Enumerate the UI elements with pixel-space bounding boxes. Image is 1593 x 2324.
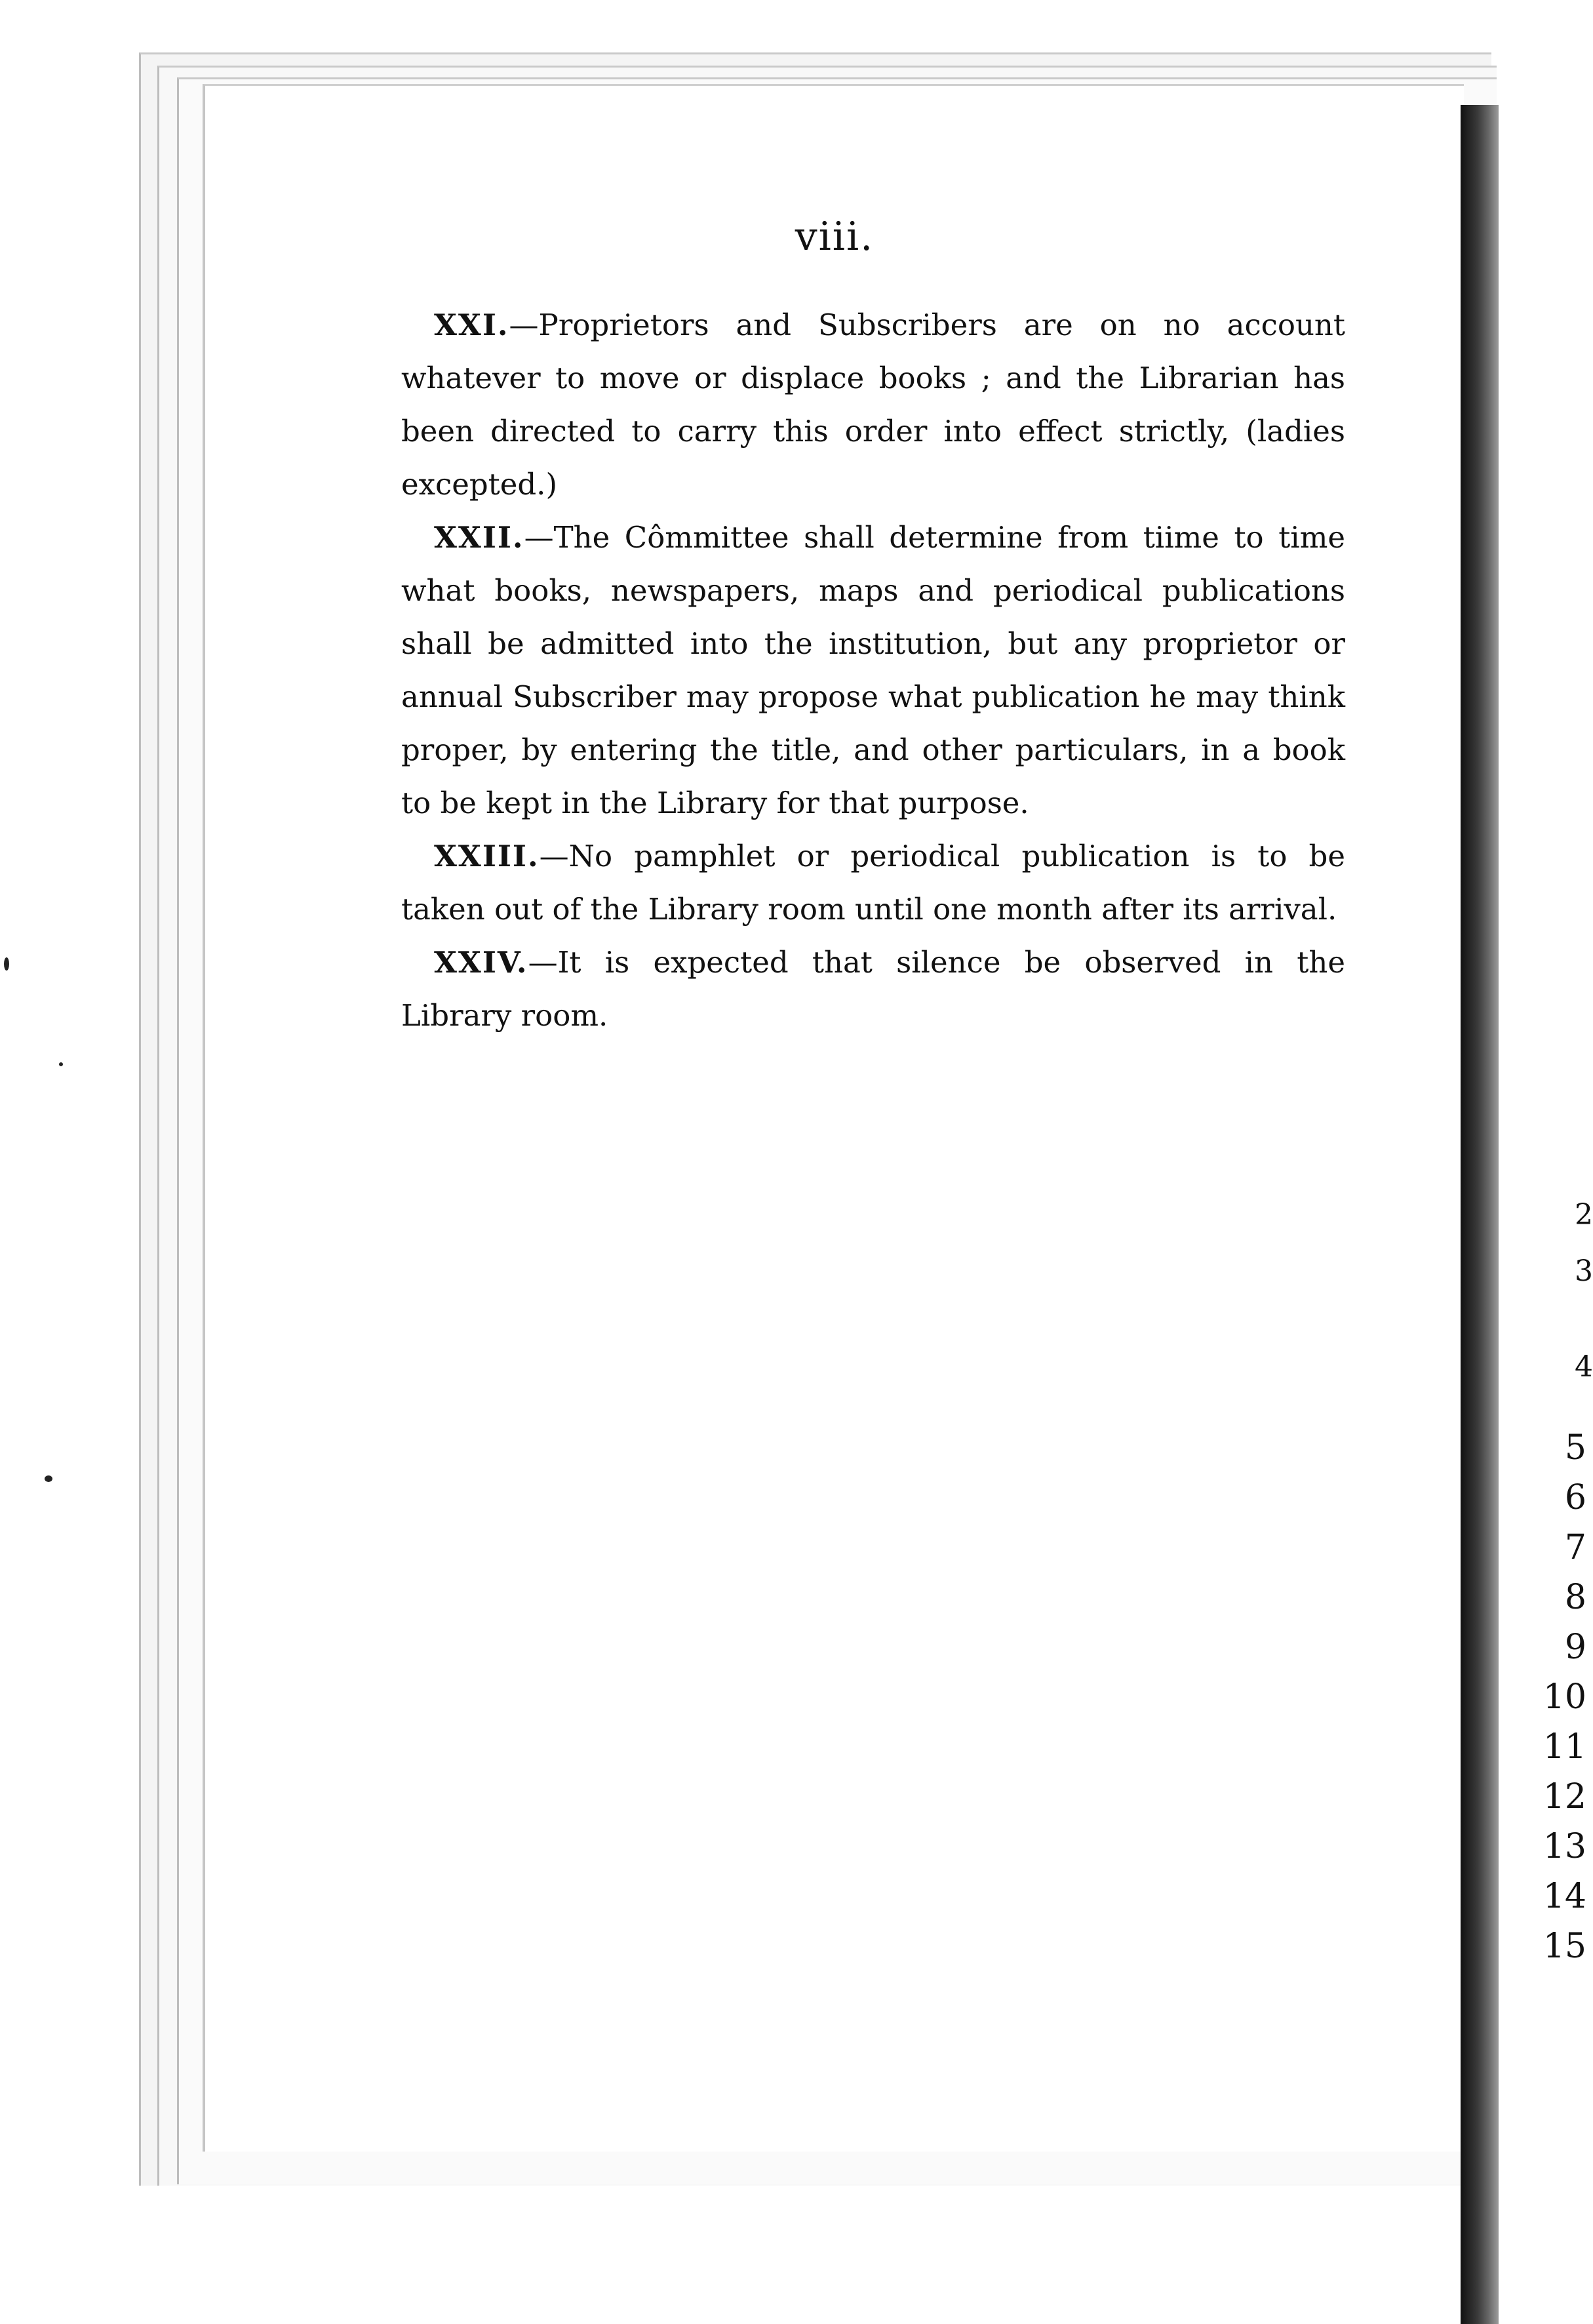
scan-speck [4, 957, 9, 971]
line-number: 14 [1543, 1877, 1586, 1916]
line-number: 5 [1564, 1428, 1586, 1468]
margin-mark: 3 [1575, 1254, 1593, 1288]
line-number: 11 [1543, 1727, 1586, 1767]
rule-text: —It is expected that silence be observed in the Library room. [401, 945, 1345, 1033]
rule-text: —The Cômmittee shall determine from tiime to time what books, newspapers, maps and periodical publications shall be admitted into the institution, but any proprietor or annual Subscriber may propose what publication he may think proper, by entering the title, and other particulars, in a book to be kept in the Library for that purpose. [401, 520, 1345, 820]
scan-speck [59, 1062, 63, 1066]
line-number: 8 [1564, 1578, 1586, 1617]
adjacent-page-line-numbers [1541, 1423, 1586, 1971]
line-number: 15 [1543, 1927, 1586, 1966]
adjacent-page-edge [1499, 98, 1593, 2324]
rule-paragraph [401, 511, 1345, 830]
rule-number: XXIV. [434, 945, 528, 980]
rule-number: XXIII. [434, 839, 540, 873]
margin-mark: 4 [1575, 1350, 1593, 1384]
line-number: 12 [1543, 1777, 1586, 1816]
line-number: 13 [1543, 1827, 1586, 1866]
rule-text: —Proprietors and Subscribers are on no account whatever to move or displace books ; and the Librarian has been directed to carry this order into effect strictly, (ladies excepted.) [401, 308, 1345, 502]
rule-number: XXI. [434, 308, 509, 342]
rule-number: XXII. [434, 520, 524, 555]
rule-paragraph [401, 298, 1345, 511]
rule-paragraph [401, 830, 1345, 936]
line-number: 6 [1564, 1478, 1586, 1517]
page-number: viii. [795, 214, 875, 260]
line-number: 10 [1543, 1677, 1586, 1717]
book-gutter [1461, 105, 1499, 2324]
rule-text: —No pamphlet or periodical publication is to be taken out of the Library room until one month after its arrival. [401, 839, 1345, 927]
adjacent-page-margin-marks [1575, 1187, 1593, 1395]
rule-paragraph [401, 936, 1345, 1042]
scan-speck [45, 1475, 52, 1482]
line-number: 9 [1564, 1628, 1586, 1667]
line-number: 7 [1564, 1528, 1586, 1567]
rules-text [401, 298, 1345, 1042]
margin-mark: 2 [1575, 1198, 1593, 1232]
